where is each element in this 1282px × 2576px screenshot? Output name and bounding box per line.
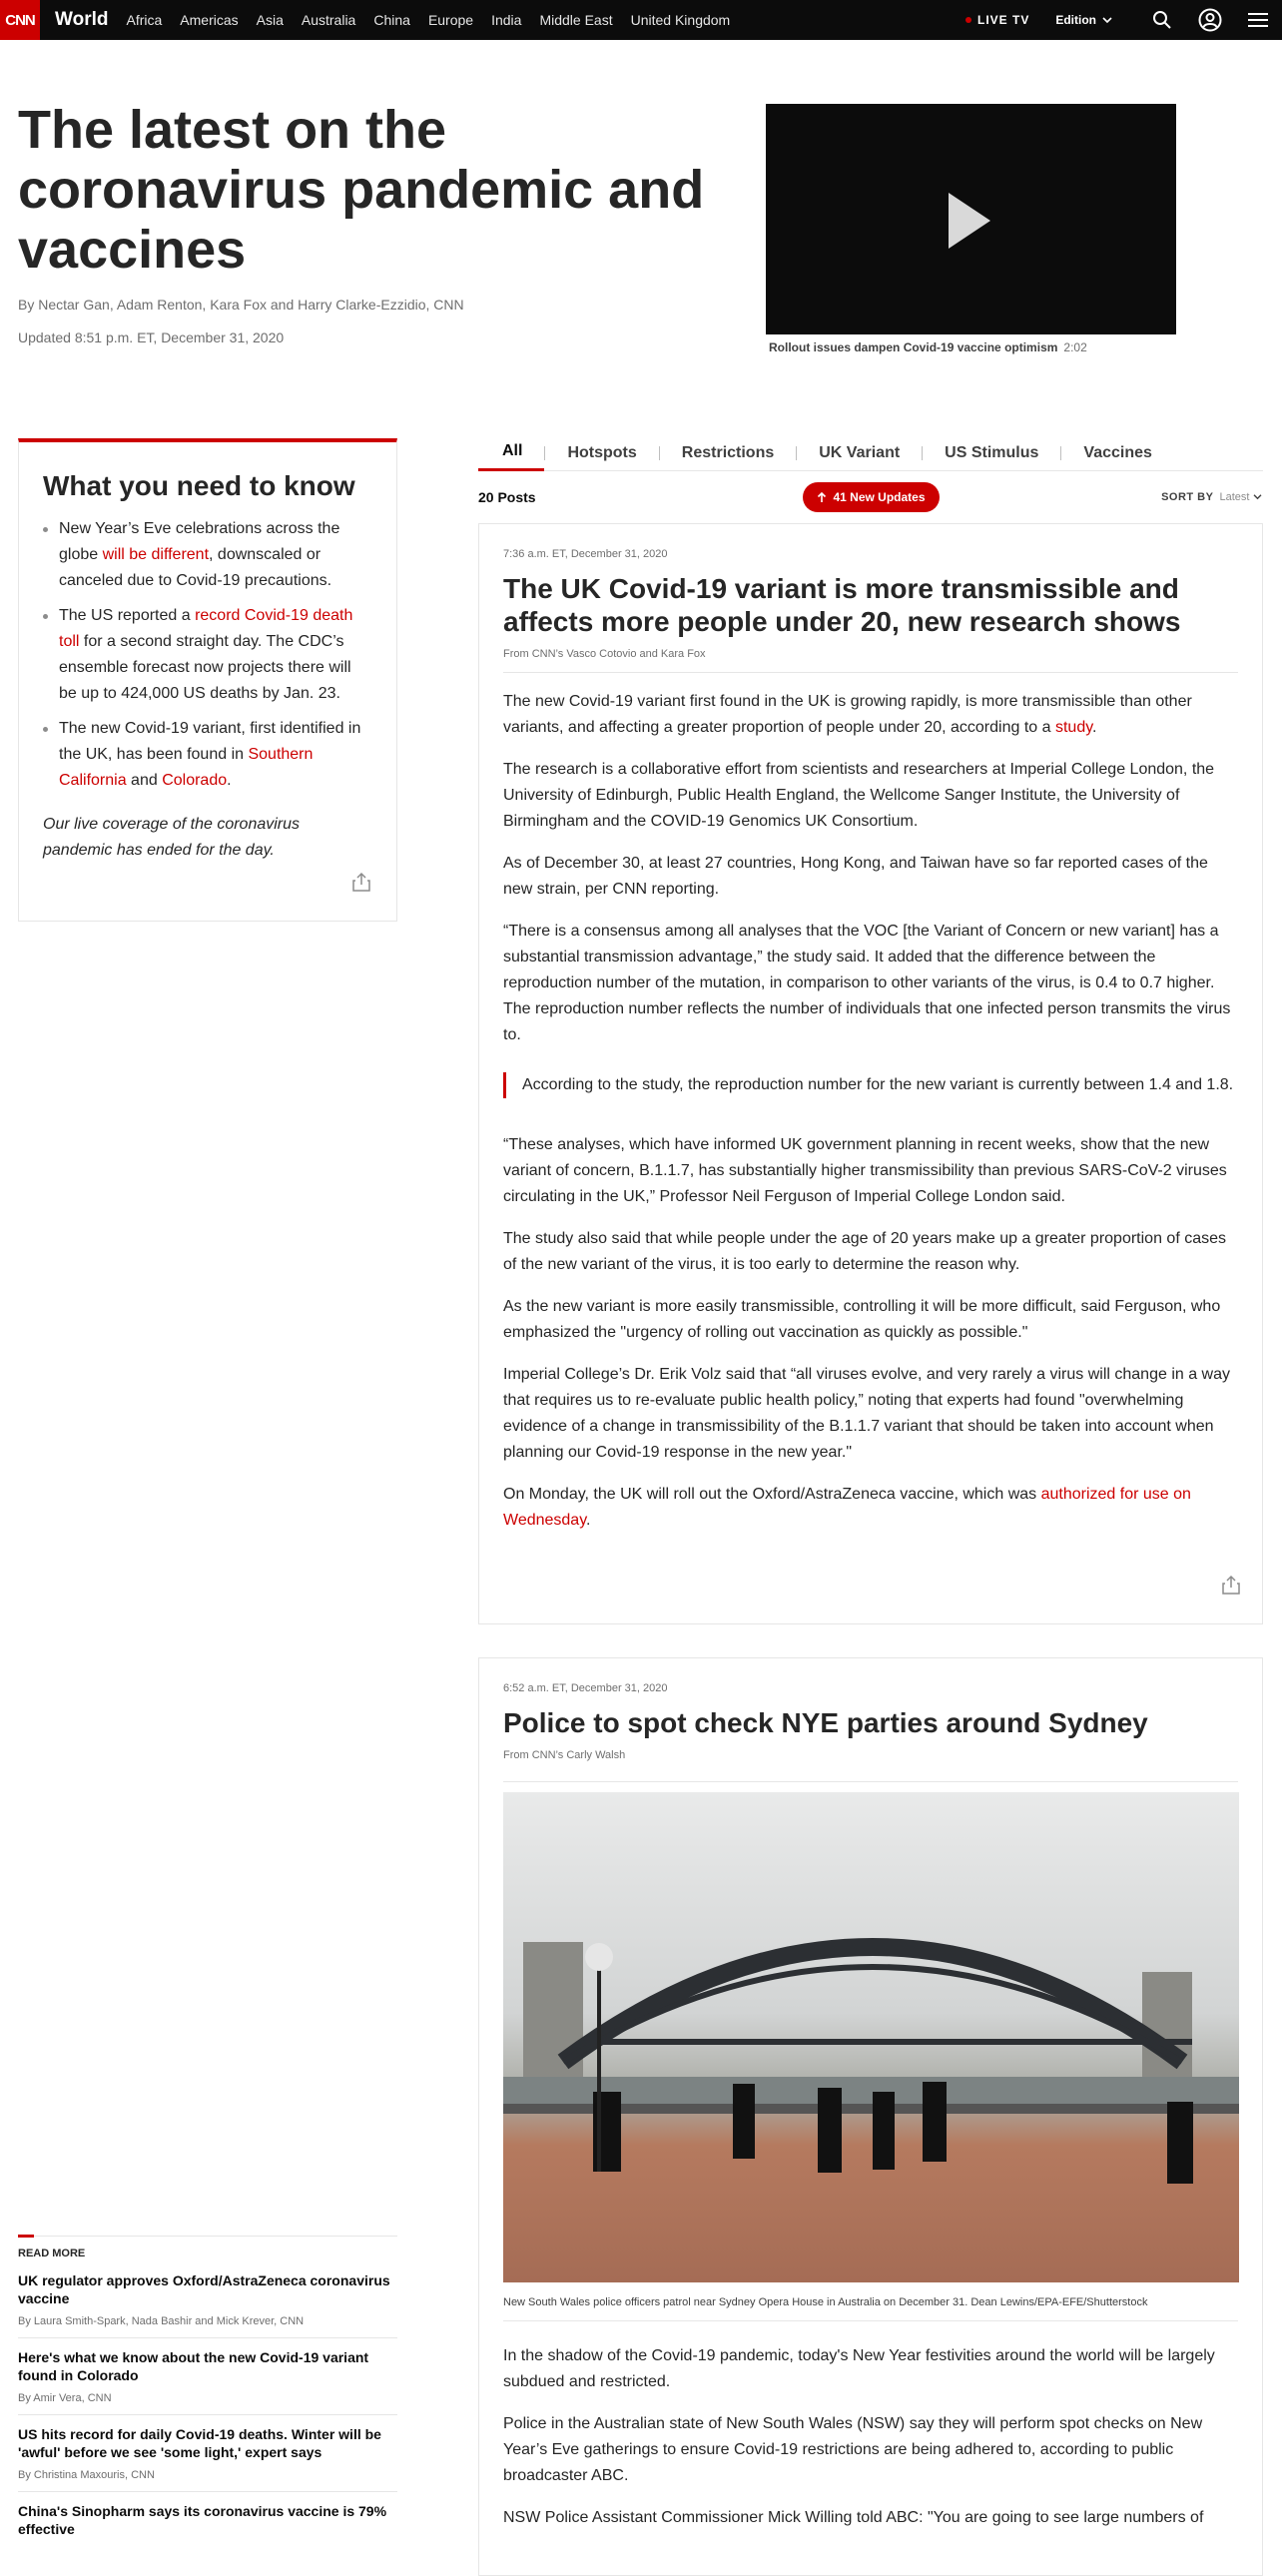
post-timestamp: 6:52 a.m. ET, December 31, 2020 xyxy=(503,1682,668,1694)
read-more-byline: By Christina Maxouris, CNN xyxy=(18,2469,155,2481)
bullet-text: New Year’s Eve celebrations across the globe xyxy=(59,520,340,563)
post-byline: From CNN’s Carly Walsh xyxy=(503,1749,626,1761)
paragraph-text: The new Covid-19 variant first found in the UK is growing rapidly, is more transmissible than other variants, and affecting a greater proportion of people under 20, according to a xyxy=(503,693,1192,736)
nav-right xyxy=(965,0,1282,40)
video-duration: 2:02 xyxy=(1063,340,1087,354)
post-byline: From CNN’s Vasco Cotovio and Kara Fox xyxy=(503,648,1238,673)
post-paragraph: The research is a collaborative effort from scientists and researchers at Imperial College London, the University of Edinburgh, Public Health England, the Wellcome Sanger Institute, the University of Birmingham and the COVID-19 Genomics UK Consortium. xyxy=(503,761,1215,830)
play-icon[interactable] xyxy=(949,193,990,249)
will-be-different-link[interactable]: will be different xyxy=(102,546,210,563)
cnn-logo[interactable]: CNN xyxy=(0,0,40,40)
post-paragraph: As of December 30, at least 27 countries, Hong Kong, and Taiwan have so far reported cases of the new strain, per CNN reporting. xyxy=(503,855,1208,898)
share-icon[interactable] xyxy=(352,872,370,897)
study-link[interactable]: study xyxy=(1054,719,1093,736)
tab-hotspots[interactable]: Hotspots xyxy=(567,443,637,461)
record-death-toll-link[interactable]: record Covid-19 death toll xyxy=(59,607,353,650)
video-player[interactable] xyxy=(766,104,1176,334)
paragraph-text: . xyxy=(1092,719,1097,736)
menu-icon[interactable] xyxy=(1234,0,1282,40)
coverage-note: Our live coverage of the coronavirus pandemic has ended for the day. xyxy=(43,816,301,859)
account-icon[interactable] xyxy=(1186,0,1234,40)
post-paragraph: Police in the Australian state of New South Wales (NSW) say they will perform spot checks on New Year’s Eve gatherings to ensure Covid-19 restrictions are being adhered to, according to public broadcaster ABC. xyxy=(503,2415,1203,2484)
bullet-text: for a second straight day. The CDC’s ensemble forecast now projects there will be up to 424,000 US deaths by Jan. 23. xyxy=(59,633,351,702)
read-more-byline: By Laura Smith-Spark, Nada Bashir and Mick Krever, CNN xyxy=(18,2315,305,2327)
tab-restrictions[interactable]: Restrictions xyxy=(681,443,775,461)
sort-dropdown[interactable] xyxy=(1161,491,1262,503)
nav-link-united-kingdom[interactable]: United Kingdom xyxy=(630,12,731,28)
list-item[interactable] xyxy=(18,2502,397,2548)
nav-link-australia[interactable]: Australia xyxy=(301,12,356,28)
edition-dropdown[interactable] xyxy=(1055,13,1112,27)
post-paragraph: “These analyses, which have informed UK government planning in recent weeks, show that the new variant of concern, B.1.1.7, has substantially higher transmissibility than previous SARS-CoV-2 viruses circulating in the UK,” Professor Neil Ferguson of Imperial College London said. xyxy=(503,1136,1227,1205)
list-item[interactable] xyxy=(18,2348,397,2415)
list-item[interactable] xyxy=(18,2271,397,2338)
video-title: Rollout issues dampen Covid-19 vaccine optimism xyxy=(769,340,1058,354)
share-icon[interactable] xyxy=(1222,1575,1240,1600)
read-more-title: READ MORE xyxy=(18,2248,86,2259)
colorado-link[interactable]: Colorado xyxy=(162,772,228,789)
read-more-headline[interactable]: Here's what we know about the new Covid-19 variant found in Colorado xyxy=(18,2349,369,2383)
read-more-headline[interactable]: US hits record for daily Covid-19 deaths. Winter will be 'awful' before we see 'some light,' expert says xyxy=(18,2426,381,2460)
list-item xyxy=(43,603,372,707)
video-caption[interactable] xyxy=(769,340,1087,354)
new-updates-label: 41 New Updates xyxy=(833,490,926,504)
read-more xyxy=(18,2236,397,2558)
bullet-text: and xyxy=(126,772,163,789)
search-icon[interactable] xyxy=(1138,0,1186,40)
tab-vaccines[interactable]: Vaccines xyxy=(1083,443,1152,461)
edition-label: Edition xyxy=(1055,13,1096,27)
chevron-down-icon xyxy=(1102,16,1112,24)
paragraph-text: . xyxy=(586,1512,591,1529)
top-nav xyxy=(0,0,1282,40)
sort-label: SORT BY xyxy=(1161,491,1214,503)
posts-count: 20 Posts xyxy=(478,489,536,505)
tab-us-stimulus[interactable]: US Stimulus xyxy=(945,443,1039,461)
read-more-headline[interactable]: China's Sinopharm says its coronavirus vaccine is 79% effective xyxy=(18,2503,387,2537)
post-timestamp: 7:36 a.m. ET, December 31, 2020 xyxy=(503,548,668,560)
arrow-up-icon xyxy=(817,492,827,503)
harbour-bridge-image xyxy=(503,1792,1239,2282)
post-paragraph: NSW Police Assistant Commissioner Mick Willing told ABC: "You are going to see large numbers of xyxy=(503,2509,1204,2526)
read-more-headline[interactable]: UK regulator approves Oxford/AstraZeneca coronavirus vaccine xyxy=(18,2272,390,2306)
tab-uk-variant[interactable]: UK Variant xyxy=(819,443,901,461)
bullet-text: , downscaled or canceled due to Covid-19 precautions. xyxy=(59,546,332,589)
nav-link-americas[interactable]: Americas xyxy=(180,12,239,28)
sydney-harbour-photo xyxy=(503,1792,1239,2282)
post-paragraph xyxy=(503,1482,1238,1534)
page-title: The latest on the coronavirus pandemic and vaccines xyxy=(18,100,705,280)
read-more-byline: By Amir Vera, CNN xyxy=(18,2392,112,2404)
authorized-link[interactable]: authorized for use on Wednesday xyxy=(503,1486,1191,1529)
nav-link-middle-east[interactable]: Middle East xyxy=(539,12,613,28)
photo-caption: New South Wales police officers patrol near Sydney Opera House in Australia on December 31. Dean Lewins/EPA-EFE/Shutterstock xyxy=(503,2282,1238,2321)
post-paragraph: The study also said that while people under the age of 20 years make up a greater proportion of cases of the new variant of the virus, it is too early to determine the reason why. xyxy=(503,1230,1226,1273)
post-uk-variant xyxy=(478,523,1263,1624)
nav-link-asia[interactable]: Asia xyxy=(256,12,284,28)
page-updated: Updated 8:51 p.m. ET, December 31, 2020 xyxy=(18,329,285,345)
need-to-know-box xyxy=(18,438,397,922)
nav-link-europe[interactable]: Europe xyxy=(427,12,474,28)
nav-link-india[interactable]: India xyxy=(491,12,522,28)
new-updates-button[interactable] xyxy=(803,482,940,512)
need-to-know-list xyxy=(43,516,372,794)
filter-tabs xyxy=(478,435,1263,471)
sort-value: Latest xyxy=(1219,491,1250,503)
region-links xyxy=(118,12,740,28)
tab-all[interactable]: All xyxy=(478,435,544,471)
post-title: Police to spot check NYE parties around Sydney xyxy=(503,1707,1148,1738)
post-sydney-police xyxy=(478,1657,1263,2576)
page-byline: By Nectar Gan, Adam Renton, Kara Fox and Harry Clarke-Ezzidio, CNN xyxy=(18,297,464,313)
bullet-text: . xyxy=(227,772,232,789)
post-paragraph: As the new variant is more easily transmissible, controlling it will be more difficult, said Ferguson, who emphasized the "urgency of rolling out vaccination as quickly as possible." xyxy=(503,1298,1221,1341)
post-title: The UK Covid-19 variant is more transmissible and affects more people under 20, new research shows xyxy=(503,573,1181,637)
pull-quote: According to the study, the reproduction number for the new variant is currently between 1.4 and 1.8. xyxy=(503,1072,1238,1098)
post-paragraph: Imperial College’s Dr. Erik Volz said that “all viruses evolve, and very rarely a virus will change in a way that requires us to re-evaluate public health policy,” noting that experts had found "overwhelming evidence of a change in transmissibility of the B.1.1.7 variant that should be taken into account when planning our Covid-19 response in the new year." xyxy=(503,1366,1231,1461)
need-to-know-title: What you need to know xyxy=(43,470,355,501)
post-paragraph: “There is a consensus among all analyses that the VOC [the Variant of Concern or new variant] has a substantial transmission advantage,” the study said. It added that the difference between the reproduction number of the mutation, in comparison to other variants of the virus, is 0.4 to 0.7 higher. The reproduction number reflects the number of individuals that one infected person transmits the virus to. xyxy=(503,923,1231,1043)
nav-link-china[interactable]: China xyxy=(373,12,410,28)
bullet-text: The US reported a xyxy=(59,607,196,624)
post-paragraph xyxy=(503,689,1238,741)
nav-link-africa[interactable]: Africa xyxy=(126,12,163,28)
post-paragraph: In the shadow of the Covid-19 pandemic, today's New Year festivities around the world will be largely subdued and restricted. xyxy=(503,2347,1215,2390)
list-item xyxy=(43,716,372,794)
list-item[interactable] xyxy=(18,2425,397,2492)
divider xyxy=(503,1781,1238,1782)
bullet-text: The new Covid-19 variant, first identified in the UK, has been found in xyxy=(59,720,361,763)
live-tv-link[interactable]: LIVE TV xyxy=(976,13,1030,27)
chevron-down-icon xyxy=(1253,493,1262,500)
live-dot-icon xyxy=(965,17,971,23)
list-item xyxy=(43,516,372,594)
paragraph-text: On Monday, the UK will roll out the Oxford/AstraZeneca vaccine, which was xyxy=(503,1486,1041,1503)
section-title[interactable]: World xyxy=(55,9,109,30)
southern-california-link[interactable]: Southern California xyxy=(59,746,314,789)
read-more-accent xyxy=(18,2235,34,2238)
